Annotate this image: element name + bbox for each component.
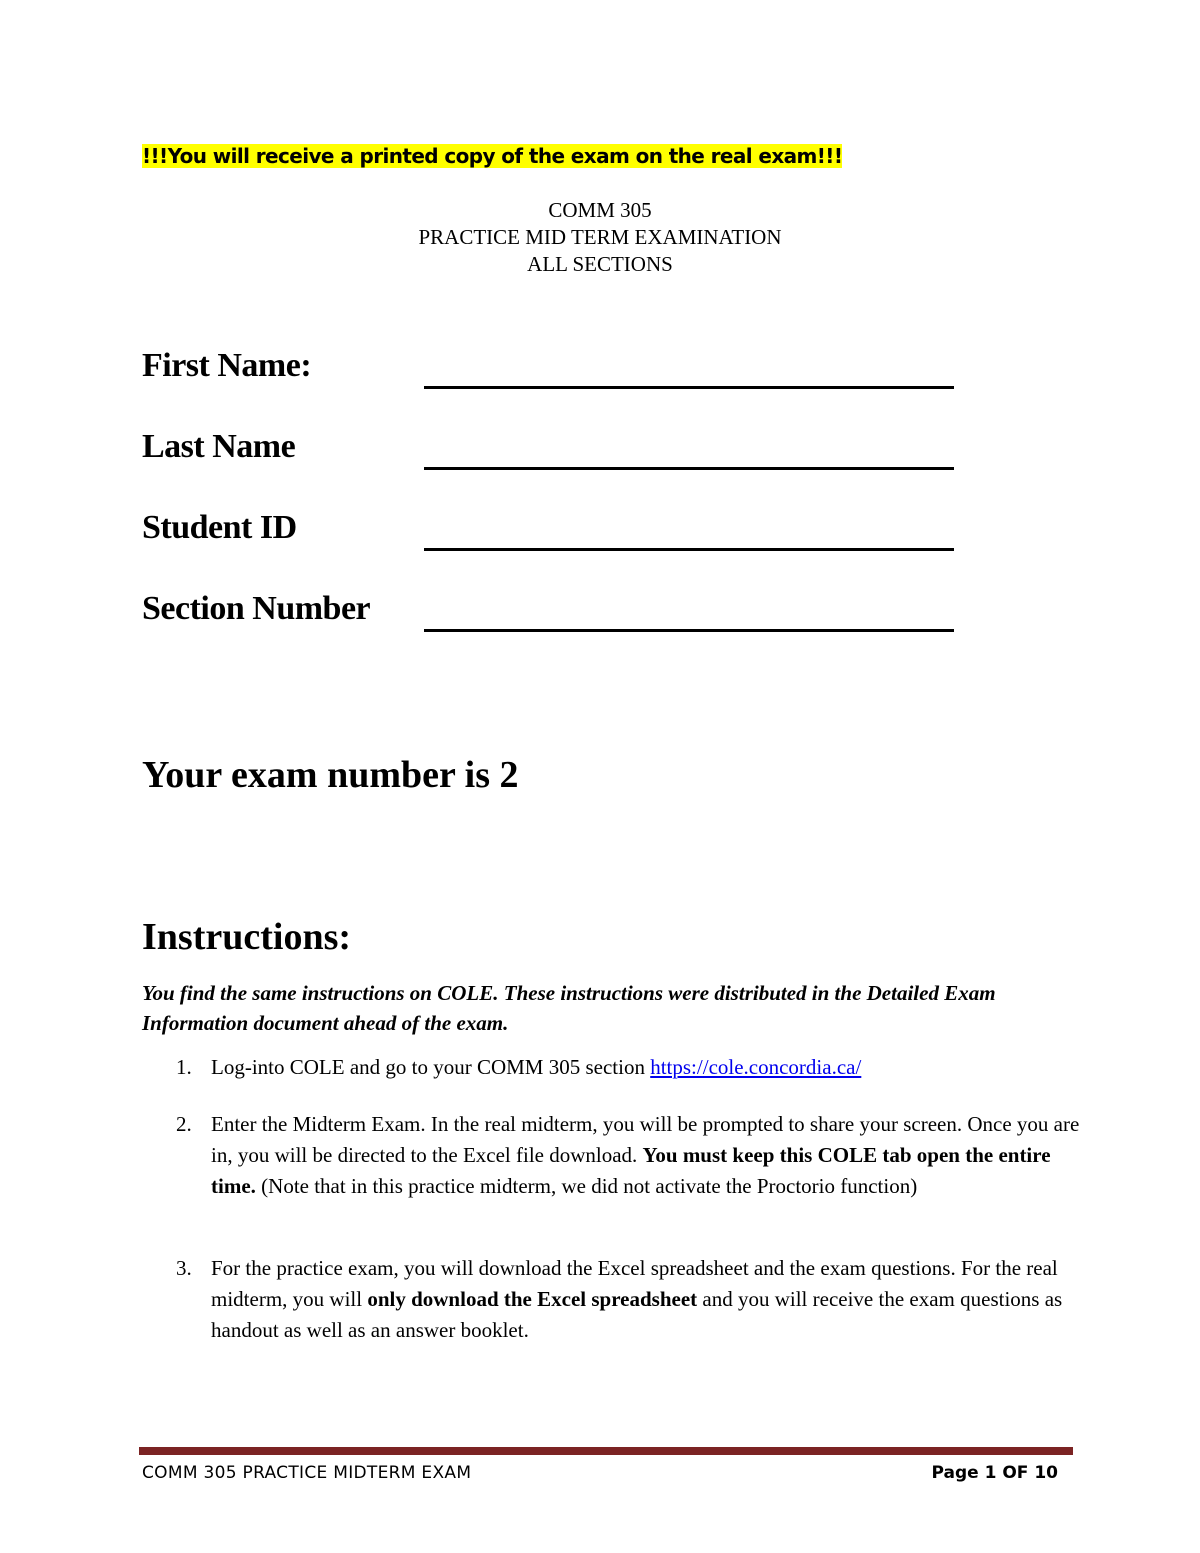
step-text — [211, 1052, 1081, 1083]
step-text — [211, 1253, 1081, 1346]
instructions-intro: You find the same instructions on COLE. These instructions were distributed in the Detailed Exam Information document ahead of the exam. — [142, 981, 996, 1035]
footer-title: COMM 305 PRACTICE MIDTERM EXAM — [142, 1463, 472, 1483]
page-number: Page 1 OF 10 — [931, 1463, 1058, 1483]
field-label: Last Name — [142, 428, 296, 465]
field-section-number — [142, 589, 962, 637]
exam-header — [0, 197, 1200, 278]
instructions-title: Instructions: — [142, 916, 352, 958]
field-label: Student ID — [142, 509, 297, 546]
exam-notice-text: !!!You will receive a printed copy of the exam on the real exam!!! — [142, 144, 843, 168]
exam-sections: ALL SECTIONS — [527, 252, 673, 276]
field-first-name — [142, 346, 962, 394]
exam-notice — [142, 142, 842, 170]
field-student-id — [142, 508, 962, 556]
section-number-blank[interactable] — [424, 629, 954, 632]
student-id-blank[interactable] — [424, 548, 954, 551]
exam-number: Your exam number is 2 — [142, 754, 519, 796]
step-text-part: (Note that in this practice midterm, we did not activate the Proctorio function) — [255, 1174, 918, 1198]
course-code: COMM 305 — [548, 198, 652, 222]
step-number: 1. — [176, 1055, 192, 1079]
step-text-part: Enter the Midterm Exam. In the real midterm, you will be prompted to share your screen. Once you are in, you will be directed to the Excel file download. — [211, 1112, 1080, 1167]
field-label: First Name: — [142, 347, 312, 384]
field-last-name — [142, 427, 962, 475]
cole-link[interactable]: https://cole.concordia.ca/ — [650, 1055, 862, 1079]
field-label: Section Number — [142, 590, 371, 627]
footer-divider — [139, 1447, 1073, 1455]
last-name-blank[interactable] — [424, 467, 954, 470]
step-text-bold: You must keep this COLE tab open the entire time. — [211, 1143, 1051, 1198]
step-text — [211, 1109, 1081, 1202]
step-text-part: Log-into COLE and go to your COMM 305 section — [211, 1055, 651, 1079]
step-number: 2. — [176, 1112, 192, 1136]
step-text-bold: only download the Excel spreadsheet — [367, 1287, 698, 1311]
step-number: 3. — [176, 1256, 192, 1280]
first-name-blank[interactable] — [424, 386, 954, 389]
step-text-part: and you will receive the exam questions as handout as well as an answer booklet. — [211, 1287, 1063, 1342]
exam-title: PRACTICE MID TERM EXAMINATION — [418, 225, 782, 249]
step-text-part: For the practice exam, you will download the Excel spreadsheet and the exam questions. For the real midterm, you will — [211, 1256, 1058, 1311]
